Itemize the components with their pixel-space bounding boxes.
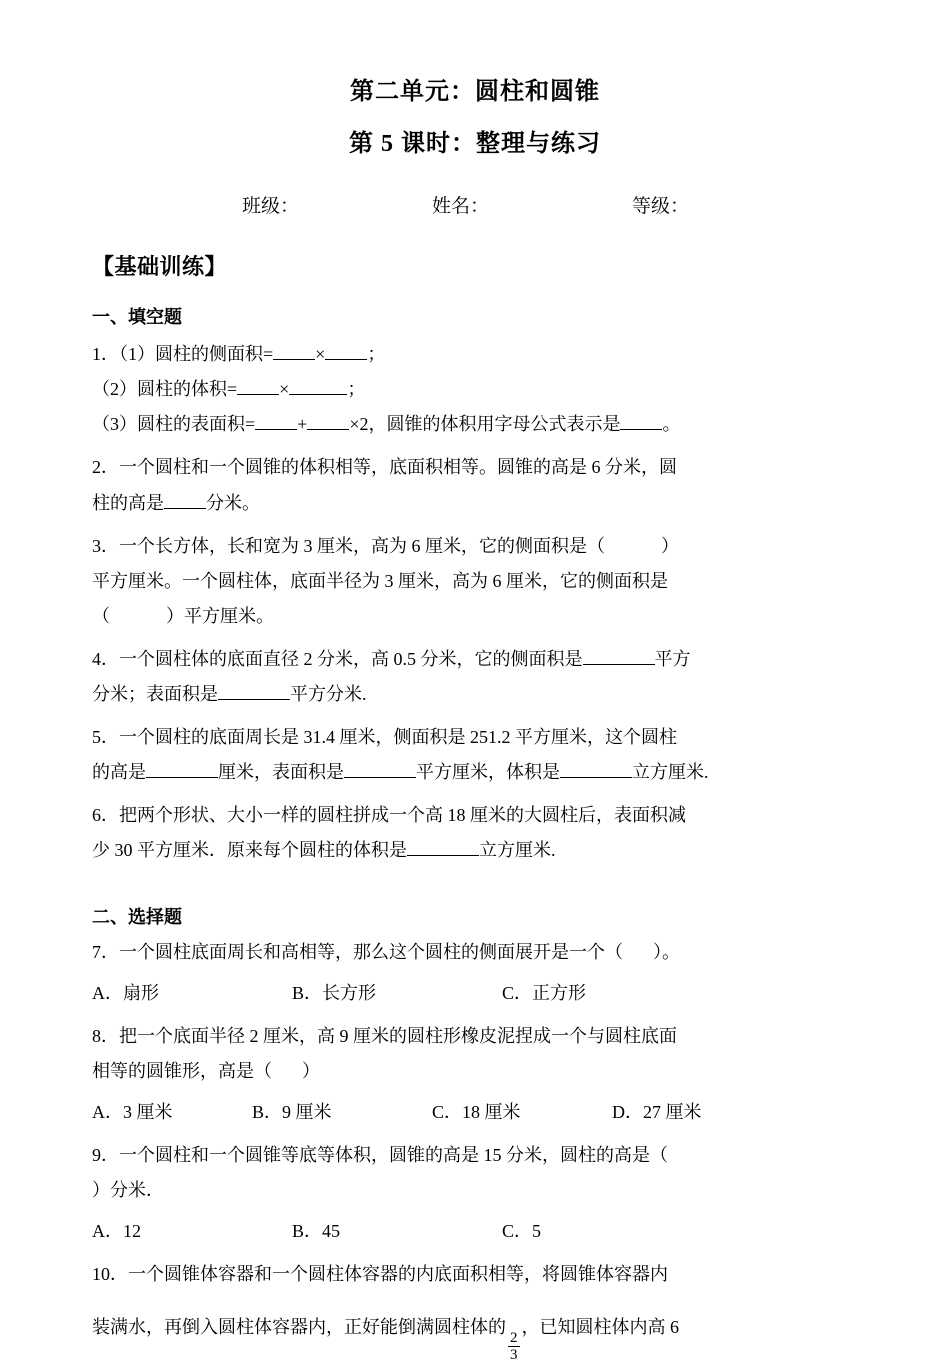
question-4-line1 [92,642,858,677]
option-d[interactable]: D．27 厘米 [612,1101,702,1122]
question-1c-mid1: + [297,414,308,435]
question-1c-text: （3）圆柱的表面积= [92,414,256,435]
question-1a-end: ； [367,344,386,365]
class-label: 班级： [242,196,300,218]
option-a[interactable]: A．12 [92,1221,141,1242]
option-c[interactable]: C．5 [502,1221,542,1242]
question-1b-text: （2）圆柱的体积= [92,379,238,400]
question-5-line2-c: 平方厘米，体积是 [416,762,560,783]
question-8-options [92,1095,858,1130]
question-1b [92,372,858,407]
blank[interactable] [164,508,206,509]
question-1b-end: ； [347,379,366,400]
question-9-line1: 9．一个圆柱和一个圆锥等底等体积，圆锥的高是 15 分米，圆柱的高是（ [92,1144,668,1165]
page-title-unit: 第二单元：圆柱和圆锥 [350,79,600,105]
blank[interactable] [218,699,290,700]
question-8-line2-a: 相等的圆锥形，高是（ [92,1060,272,1081]
blank[interactable] [255,429,297,430]
question-4-line2 [92,677,858,712]
question-2-line2-a: 柱的高是 [92,492,164,513]
question-3-line2: 平方厘米。一个圆柱体，底面半径为 3 厘米，高为 6 厘米，它的侧面积是 [92,570,668,591]
question-1b-mid: × [279,379,290,400]
question-9-line2: ）分米． [92,1180,164,1201]
question-8-line1: 8．把一个底面半径 2 厘米，高 9 厘米的圆柱形橡皮泥捏成一个与圆柱底面 [92,1025,677,1046]
blank[interactable] [620,429,662,430]
question-7-options [92,976,858,1011]
option-b[interactable]: B．45 [292,1221,341,1242]
question-6-line1: 6．把两个形状、大小一样的圆柱拼成一个高 18 厘米的大圆柱后，表面积减 [92,805,686,826]
question-4-line2-a: 分米；表面积是 [92,684,218,705]
question-8-line2 [92,1054,858,1089]
grade-label: 等级： [632,196,690,218]
question-3-line1-text: 3．一个长方体，长和宽为 3 厘米，高为 6 厘米，它的侧面积是（ [92,535,605,556]
question-7-end: ）。 [653,941,680,962]
blank[interactable] [237,394,279,395]
blank[interactable] [273,359,315,360]
blank[interactable] [407,855,479,856]
question-7 [92,935,858,970]
question-5-line1: 5．一个圆柱的底面周长是 31.4 厘米，侧面积是 251.2 平方厘米，这个圆柱 [92,727,677,748]
question-8 [92,1019,858,1089]
question-5-line2-b: 厘米，表面积是 [218,762,344,783]
fraction-two-thirds [508,1330,520,1364]
question-4-line1-b: 平方 [654,648,691,669]
question-1c [92,407,858,442]
question-1c-end: 。 [662,414,681,435]
question-3-line3-b: ）平方厘米。 [166,605,274,626]
question-1c-mid2: ×2，圆锥的体积用字母公式表示是 [349,414,621,435]
blank[interactable] [344,777,416,778]
blank[interactable] [146,777,218,778]
section-basic-training: 【基础训练】 [92,254,228,280]
question-5-line2-d: 立方厘米. [632,762,709,783]
option-c[interactable]: C．正方形 [502,982,587,1003]
question-4-line1-a: 4．一个圆柱体的底面直径 2 分米，高 0.5 分米，它的侧面积是 [92,648,583,669]
option-b[interactable]: B．长方形 [292,982,377,1003]
question-10 [92,1257,858,1363]
blank[interactable] [583,664,655,665]
question-4 [92,642,858,712]
question-10-line2-b: ，已知圆柱体内高 6 [521,1317,679,1338]
option-a[interactable]: A．扇形 [92,982,159,1003]
fraction-numerator: 2 [510,1329,518,1346]
question-6-line2 [92,833,858,868]
question-6-line2-b: 立方厘米. [479,840,556,861]
question-2-line2-b: 分米。 [206,492,260,513]
question-1a [92,337,858,372]
question-8-line2-b: ） [302,1060,320,1081]
fraction-denominator: 3 [510,1347,518,1364]
question-7-text: 7．一个圆柱底面周长和高相等，那么这个圆柱的侧面展开是一个（ [92,941,623,962]
blank[interactable] [560,777,632,778]
question-10-line2 [92,1310,858,1363]
part-two-choice-heading: 二、选择题 [92,906,182,927]
question-2-line1: 2．一个圆柱和一个圆锥的体积相等，底面积相等。圆锥的高是 6 分米，圆 [92,457,677,478]
option-b[interactable]: B．9 厘米 [252,1101,332,1122]
question-2-line2 [92,486,858,521]
question-10-line2-a: 装满水，再倒入圆柱体容器内，正好能倒满圆柱体的 [92,1317,506,1338]
question-6 [92,798,858,868]
question-3 [92,529,858,634]
question-3-line1-end: ） [661,535,679,556]
student-info-row [92,191,858,218]
option-c[interactable]: C．18 厘米 [432,1101,521,1122]
question-10-line1: 10．一个圆锥体容器和一个圆柱体容器的内底面积相等，将圆锥体容器内 [92,1264,668,1285]
blank[interactable] [325,359,367,360]
question-9-options [92,1214,858,1249]
question-5-line2-a: 的高是 [92,762,146,783]
question-1a-text: 1．（1）圆柱的侧面积= [92,344,274,365]
page-title-lesson: 第 5 课时：整理与练习 [349,130,601,157]
question-3-line3 [92,599,858,634]
question-9 [92,1138,858,1208]
question-6-line2-a: 少 30 平方厘米．原来每个圆柱的体积是 [92,840,407,861]
question-3-line1 [92,529,858,564]
blank[interactable] [289,394,347,395]
question-1a-mid: × [315,344,326,365]
question-5-line2 [92,755,858,790]
question-3-line3-a: （ [92,605,110,626]
blank[interactable] [307,429,349,430]
question-4-line2-b: 平方分米. [290,684,367,705]
part-one-fill-blank-heading: 一、填空题 [92,307,182,328]
option-a[interactable]: A．3 厘米 [92,1101,173,1122]
question-5 [92,720,858,790]
question-2 [92,450,858,520]
name-label: 姓名： [432,196,490,218]
